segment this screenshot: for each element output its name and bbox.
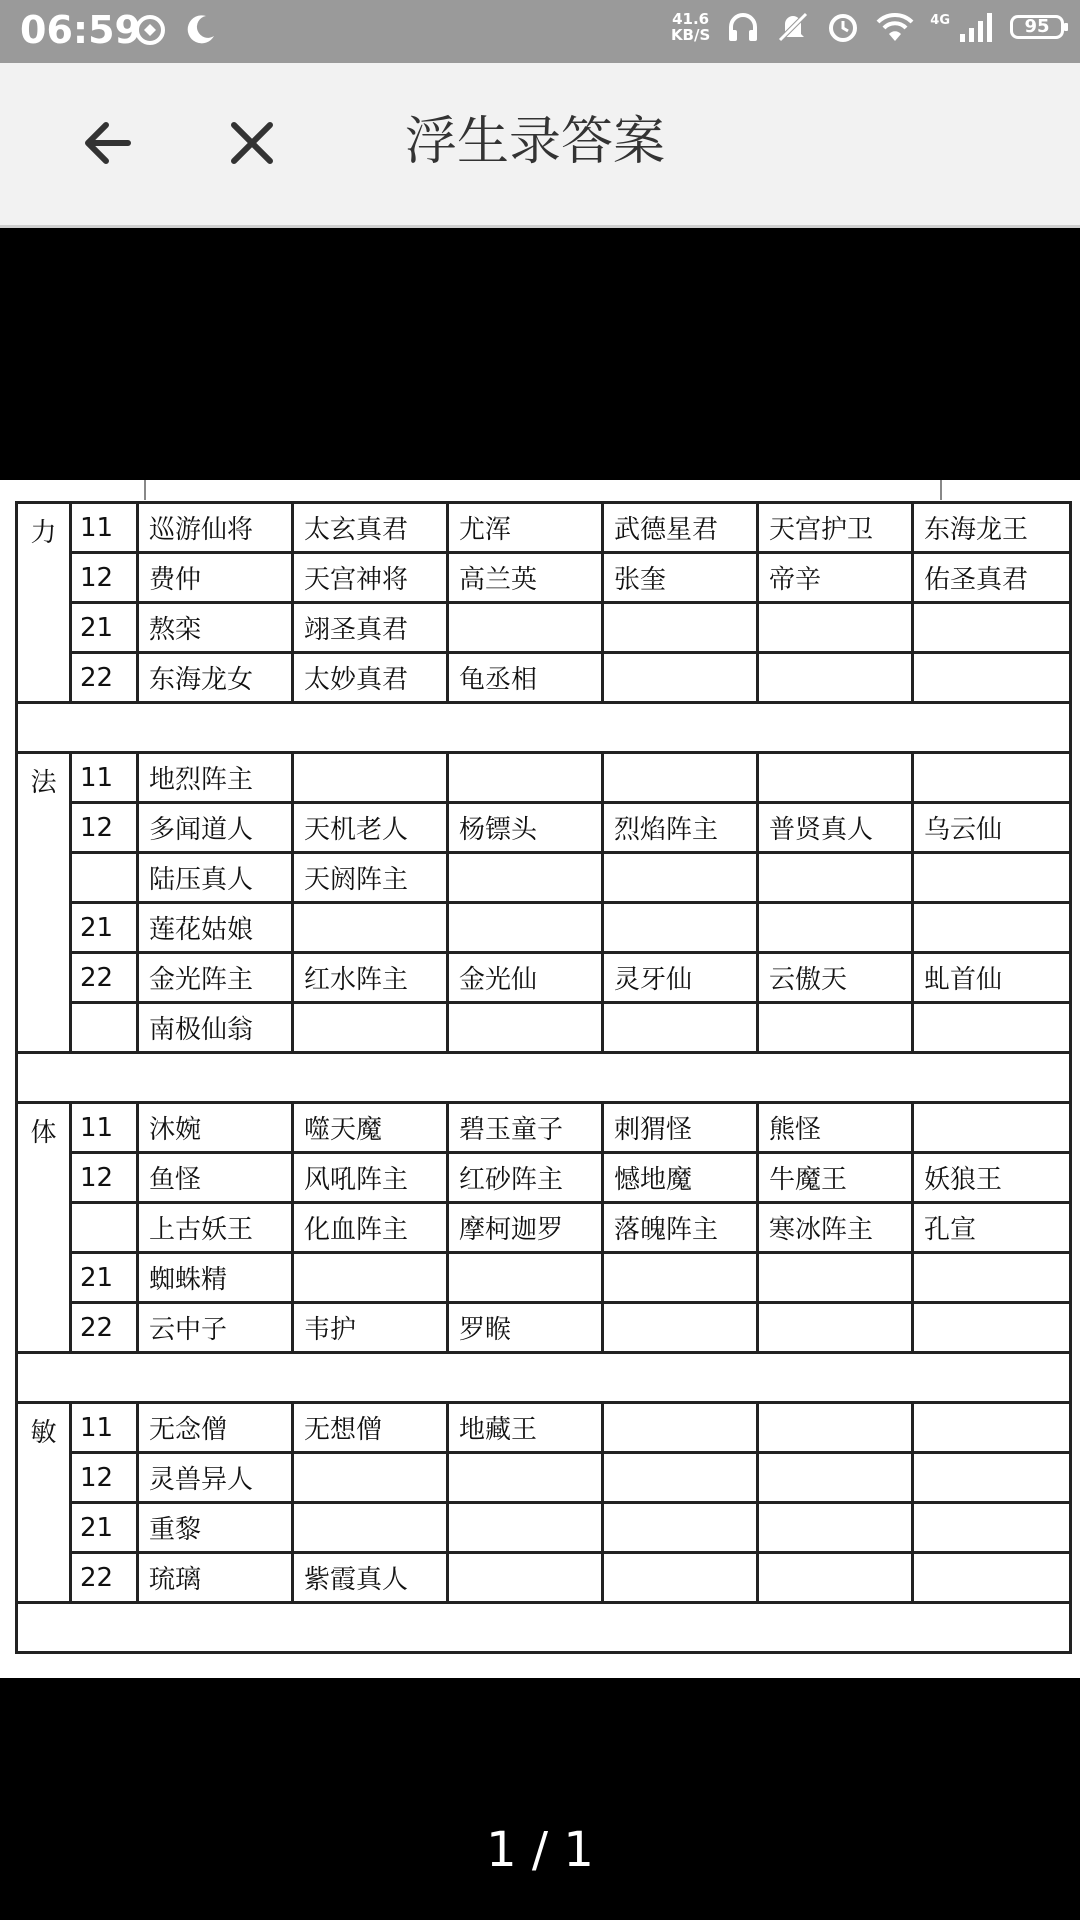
name-cell: [603, 603, 758, 653]
category-cell: 敏: [17, 1403, 71, 1603]
sync-icon: [132, 12, 168, 48]
mute-icon: [776, 10, 810, 44]
empty-cell: [17, 1053, 1071, 1103]
name-cell: 莲花姑娘: [138, 903, 293, 953]
name-cell: [603, 1403, 758, 1453]
table-row: [17, 1403, 1071, 1453]
name-cell: 地烈阵主: [138, 753, 293, 803]
name-cell: [913, 853, 1071, 903]
name-cell: 沐婉: [138, 1103, 293, 1153]
name-cell: [913, 1503, 1071, 1553]
name-cell: 熊怪: [758, 1103, 913, 1153]
name-cell: 上古妖王: [138, 1203, 293, 1253]
name-cell: 东海龙王: [913, 503, 1071, 553]
headphones-icon: [726, 10, 760, 44]
name-cell: 翊圣真君: [293, 603, 448, 653]
name-cell: [913, 1553, 1071, 1603]
section-separator-row: [17, 1053, 1071, 1103]
name-cell: 武德星君: [603, 503, 758, 553]
name-cell: 红砂阵主: [448, 1153, 603, 1203]
empty-cell: [17, 1353, 1071, 1403]
name-cell: 熬栾: [138, 603, 293, 653]
level-cell: 21: [71, 1503, 138, 1553]
name-cell: [913, 603, 1071, 653]
status-left-icons: [132, 12, 218, 48]
answer-table: [15, 501, 1072, 1654]
name-cell: 风吼阵主: [293, 1153, 448, 1203]
name-cell: 烈焰阵主: [603, 803, 758, 853]
name-cell: 灵兽异人: [138, 1453, 293, 1503]
name-cell: 云中子: [138, 1303, 293, 1353]
arrow-left-icon: [78, 113, 138, 173]
level-cell: 21: [71, 903, 138, 953]
name-cell: [913, 753, 1071, 803]
table-row: [17, 653, 1071, 703]
name-cell: [448, 1453, 603, 1503]
name-cell: 憾地魔: [603, 1153, 758, 1203]
name-cell: 天阏阵主: [293, 853, 448, 903]
name-cell: 虬首仙: [913, 953, 1071, 1003]
table-row: [17, 1453, 1071, 1503]
back-button[interactable]: [78, 113, 138, 173]
name-cell: [913, 1403, 1071, 1453]
name-cell: 费仲: [138, 553, 293, 603]
name-cell: 天宫神将: [293, 553, 448, 603]
level-cell: 12: [71, 803, 138, 853]
table-row: [17, 1503, 1071, 1553]
table-row: [17, 1153, 1071, 1203]
name-cell: [448, 1503, 603, 1553]
level-cell: 11: [71, 503, 138, 553]
name-cell: 南极仙翁: [138, 1003, 293, 1053]
name-cell: 地藏王: [448, 1403, 603, 1453]
name-cell: 罗睺: [448, 1303, 603, 1353]
name-cell: 灵牙仙: [603, 953, 758, 1003]
name-cell: [603, 853, 758, 903]
name-cell: 刺猬怪: [603, 1103, 758, 1153]
name-cell: [448, 603, 603, 653]
name-cell: [758, 603, 913, 653]
name-cell: 妖狼王: [913, 1153, 1071, 1203]
name-cell: 紫霞真人: [293, 1553, 448, 1603]
name-cell: 孔宣: [913, 1203, 1071, 1253]
empty-cell: [17, 703, 1071, 753]
name-cell: [758, 653, 913, 703]
name-cell: [913, 1003, 1071, 1053]
table-row: [17, 1253, 1071, 1303]
name-cell: [448, 1253, 603, 1303]
table-row: [17, 1103, 1071, 1153]
network-type: 4G: [930, 12, 950, 28]
signal-icon: [958, 10, 994, 44]
close-icon: [222, 113, 282, 173]
name-cell: [293, 1003, 448, 1053]
name-cell: [603, 753, 758, 803]
name-cell: [913, 1453, 1071, 1503]
section-separator-row: [17, 1603, 1071, 1653]
name-cell: 韦护: [293, 1303, 448, 1353]
name-cell: 琉璃: [138, 1553, 293, 1603]
section-separator-row: [17, 1353, 1071, 1403]
level-cell: 22: [71, 1553, 138, 1603]
level-cell: 11: [71, 1403, 138, 1453]
level-cell: 12: [71, 1453, 138, 1503]
page-indicator: 1 / 1: [486, 1822, 594, 1878]
table-row: [17, 853, 1071, 903]
table-row: [17, 1203, 1071, 1253]
level-cell: [71, 1203, 138, 1253]
name-cell: [603, 1553, 758, 1603]
name-cell: 东海龙女: [138, 653, 293, 703]
name-cell: [758, 753, 913, 803]
status-bar: [0, 0, 1080, 63]
name-cell: 重黎: [138, 1503, 293, 1553]
table-row: [17, 903, 1071, 953]
name-cell: [758, 1553, 913, 1603]
name-cell: [603, 1253, 758, 1303]
level-cell: 22: [71, 953, 138, 1003]
name-cell: 金光仙: [448, 953, 603, 1003]
name-cell: [758, 1403, 913, 1453]
name-cell: [913, 653, 1071, 703]
level-cell: 12: [71, 553, 138, 603]
name-cell: [603, 1453, 758, 1503]
close-button[interactable]: [222, 113, 282, 173]
wifi-icon: [876, 10, 914, 44]
table-row: [17, 1553, 1071, 1603]
name-cell: [758, 1253, 913, 1303]
name-cell: [448, 1553, 603, 1603]
table-row: [17, 1303, 1071, 1353]
name-cell: 太妙真君: [293, 653, 448, 703]
name-cell: [293, 1453, 448, 1503]
table-row: [17, 1003, 1071, 1053]
name-cell: [448, 753, 603, 803]
name-cell: 高兰英: [448, 553, 603, 603]
moon-icon: [182, 12, 218, 48]
name-cell: [913, 1103, 1071, 1153]
name-cell: [293, 903, 448, 953]
document-top-margin: [0, 237, 1080, 480]
name-cell: 噬天魔: [293, 1103, 448, 1153]
status-time: 06:59: [20, 8, 141, 52]
level-cell: [71, 1003, 138, 1053]
empty-cell: [17, 1603, 1071, 1653]
name-cell: [758, 853, 913, 903]
name-cell: [913, 903, 1071, 953]
name-cell: 金光阵主: [138, 953, 293, 1003]
level-cell: 11: [71, 1103, 138, 1153]
status-right-icons: [671, 10, 1064, 44]
net-speed: 41.6 KB/S: [670, 10, 711, 44]
name-cell: 碧玉童子: [448, 1103, 603, 1153]
name-cell: 太玄真君: [293, 503, 448, 553]
name-cell: 鱼怪: [138, 1153, 293, 1203]
table-row: [17, 603, 1071, 653]
page-title: 浮生录答案: [405, 112, 666, 172]
section-separator-row: [17, 703, 1071, 753]
name-cell: [448, 903, 603, 953]
name-cell: [603, 1003, 758, 1053]
name-cell: 天宫护卫: [758, 503, 913, 553]
table-row: [17, 553, 1071, 603]
name-cell: 帝辛: [758, 553, 913, 603]
name-cell: 巡游仙将: [138, 503, 293, 553]
name-cell: 张奎: [603, 553, 758, 603]
name-cell: [758, 903, 913, 953]
name-cell: 佑圣真君: [913, 553, 1071, 603]
name-cell: [758, 1453, 913, 1503]
page-edge-mark: [940, 480, 942, 500]
level-cell: 21: [71, 603, 138, 653]
name-cell: [293, 1253, 448, 1303]
name-cell: 落魄阵主: [603, 1203, 758, 1253]
app-bar: [0, 63, 1080, 228]
name-cell: [758, 1303, 913, 1353]
name-cell: 摩柯迦罗: [448, 1203, 603, 1253]
name-cell: 普贤真人: [758, 803, 913, 853]
level-cell: 22: [71, 1303, 138, 1353]
name-cell: 牛魔王: [758, 1153, 913, 1203]
name-cell: 无念僧: [138, 1403, 293, 1453]
name-cell: [603, 1303, 758, 1353]
name-cell: 天机老人: [293, 803, 448, 853]
level-cell: 11: [71, 753, 138, 803]
battery-icon: 95: [1010, 15, 1064, 39]
category-cell: 体: [17, 1103, 71, 1353]
name-cell: 杨镖头: [448, 803, 603, 853]
name-cell: [603, 1503, 758, 1553]
name-cell: 寒冰阵主: [758, 1203, 913, 1253]
name-cell: [758, 1003, 913, 1053]
name-cell: 云傲天: [758, 953, 913, 1003]
name-cell: [448, 853, 603, 903]
name-cell: 龟丞相: [448, 653, 603, 703]
name-cell: 蜘蛛精: [138, 1253, 293, 1303]
table-row: [17, 753, 1071, 803]
level-cell: 21: [71, 1253, 138, 1303]
table-row: [17, 503, 1071, 553]
alarm-icon: [826, 10, 860, 44]
level-cell: 12: [71, 1153, 138, 1203]
name-cell: [758, 1503, 913, 1553]
level-cell: 22: [71, 653, 138, 703]
name-cell: [913, 1253, 1071, 1303]
category-cell: 力: [17, 503, 71, 703]
name-cell: 尤浑: [448, 503, 603, 553]
name-cell: [913, 1303, 1071, 1353]
name-cell: [293, 1503, 448, 1553]
name-cell: [603, 903, 758, 953]
page-edge-mark: [144, 480, 146, 500]
name-cell: [293, 753, 448, 803]
level-cell: [71, 853, 138, 903]
name-cell: [448, 1003, 603, 1053]
document-page[interactable]: [0, 480, 1080, 1678]
name-cell: [603, 653, 758, 703]
name-cell: 无想僧: [293, 1403, 448, 1453]
name-cell: 乌云仙: [913, 803, 1071, 853]
name-cell: 多闻道人: [138, 803, 293, 853]
table-row: [17, 803, 1071, 853]
table-row: [17, 953, 1071, 1003]
category-cell: 法: [17, 753, 71, 1053]
name-cell: 红水阵主: [293, 953, 448, 1003]
name-cell: 陆压真人: [138, 853, 293, 903]
name-cell: 化血阵主: [293, 1203, 448, 1253]
